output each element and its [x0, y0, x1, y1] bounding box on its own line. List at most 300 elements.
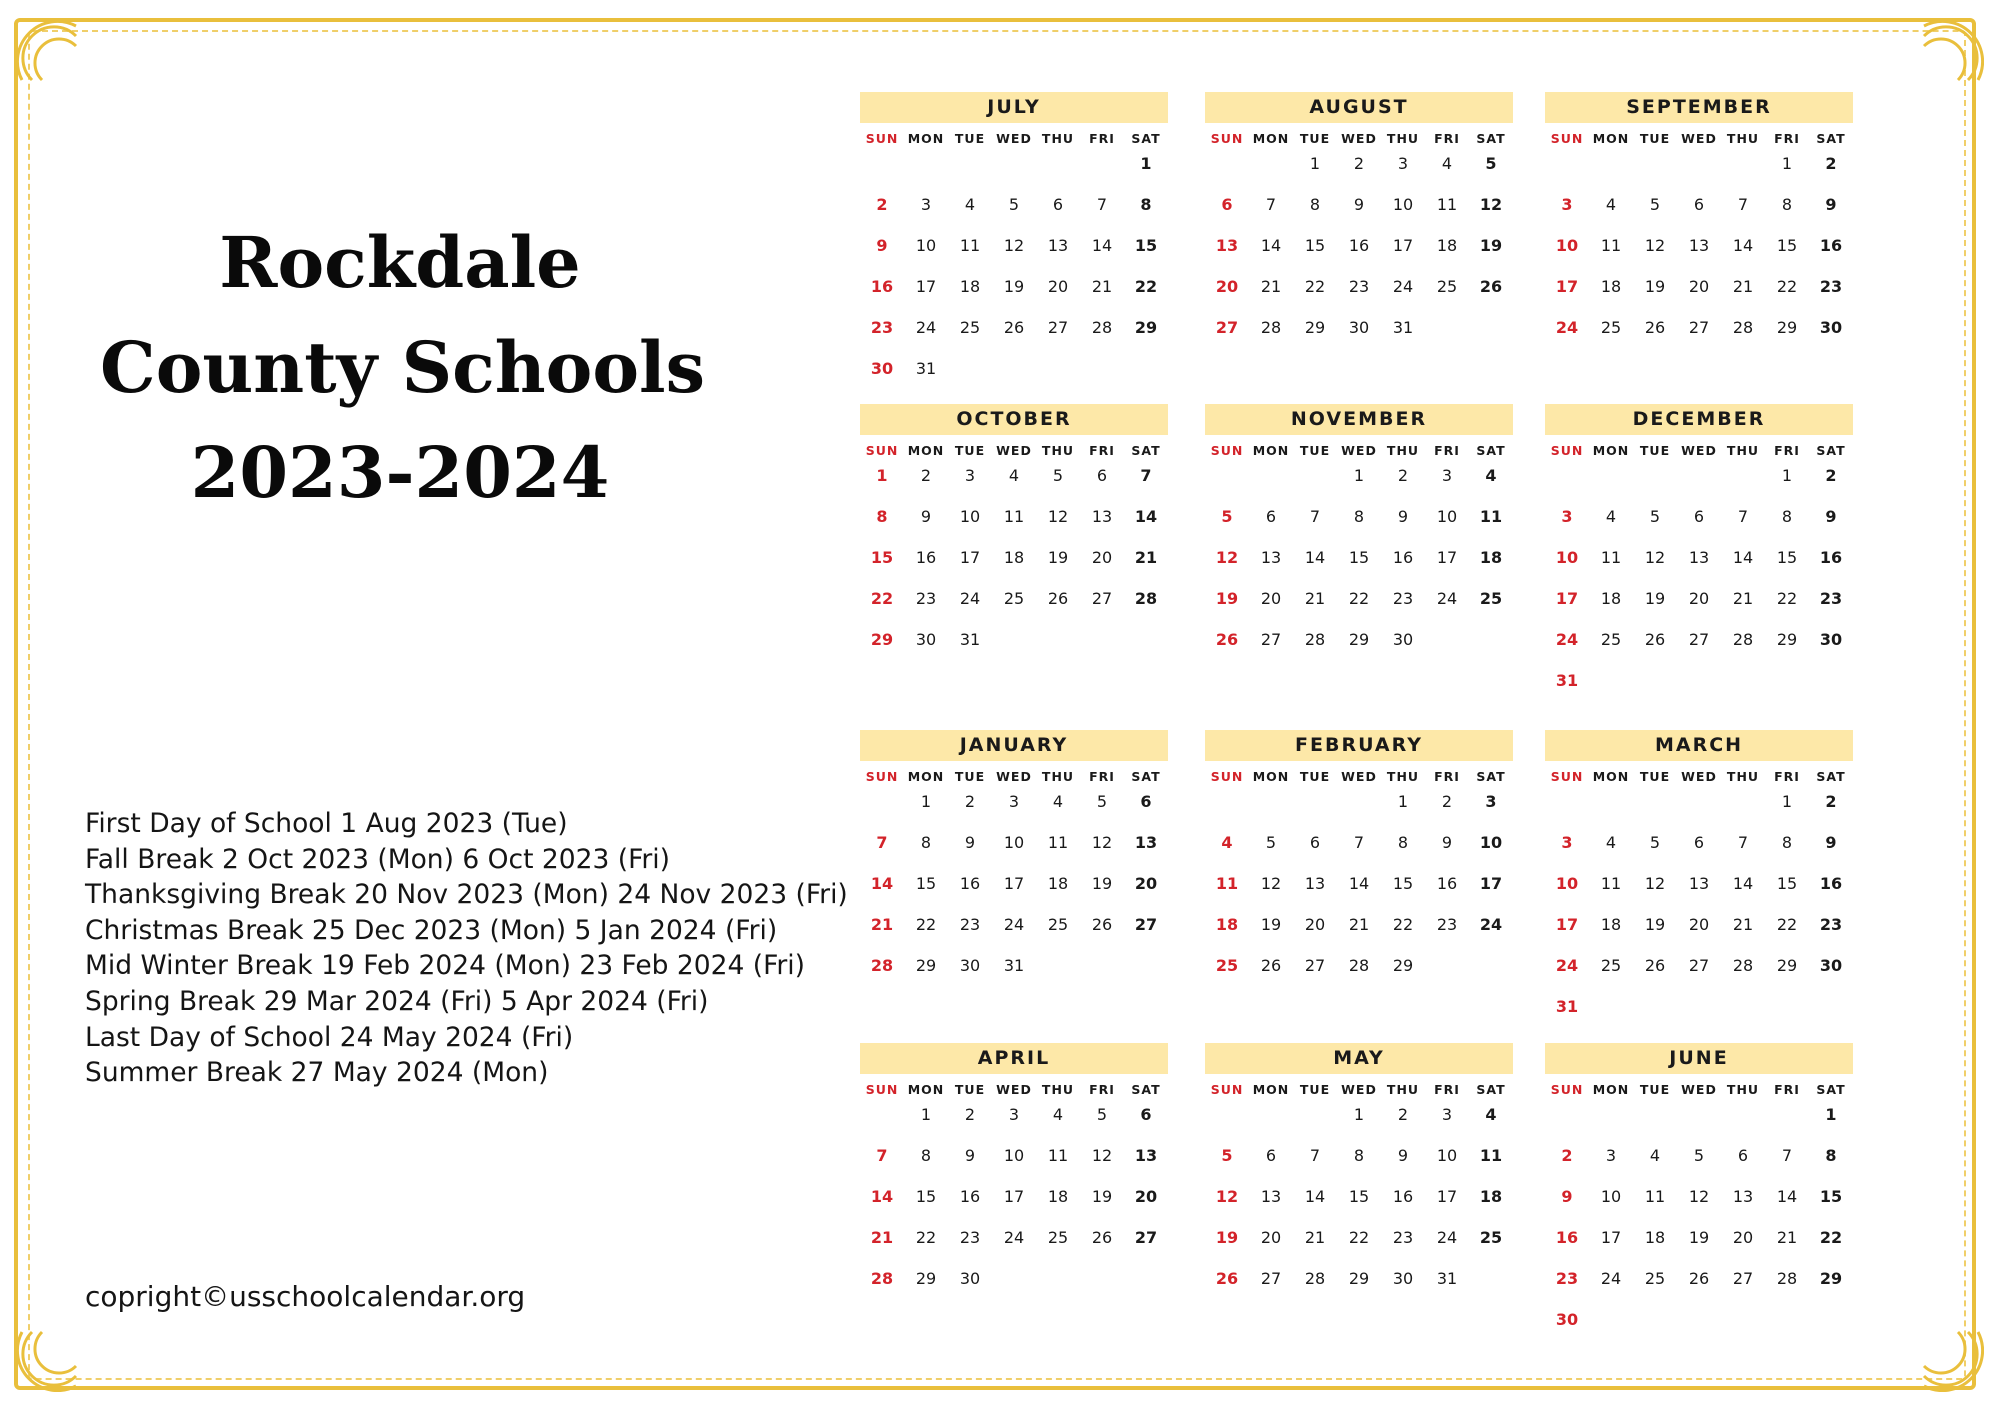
day-cell: 2	[964, 1105, 976, 1124]
day-cell: 26	[1215, 1269, 1239, 1288]
week-row	[1545, 1307, 1853, 1348]
day-cell: 9	[1561, 1187, 1573, 1206]
event-item: Last Day of School 24 May 2024 (Fri)	[85, 1021, 574, 1053]
day-cell: 14	[1091, 236, 1113, 255]
weekday-label: THU	[1041, 131, 1075, 146]
day-cell: 15	[1348, 548, 1370, 567]
week-row	[1545, 1266, 1853, 1307]
day-cell: 28	[1732, 956, 1754, 975]
day-cell: 5	[1052, 466, 1064, 485]
month-header: FEBRUARY	[1205, 730, 1513, 761]
day-cell: 7	[1781, 1146, 1793, 1165]
day-cell: 1	[1309, 154, 1321, 173]
corner-ornament-icon	[16, 1322, 86, 1392]
day-cell: 18	[1479, 548, 1503, 567]
day-cell: 14	[1732, 874, 1754, 893]
weekday-label: MON	[907, 131, 945, 146]
day-cell	[1633, 994, 1677, 1035]
day-cell: 18	[1047, 874, 1069, 893]
weekday-header-row	[860, 769, 1168, 789]
weekday-label: THU	[1726, 769, 1760, 784]
day-cell: 22	[1819, 1228, 1843, 1247]
week-row	[860, 912, 1168, 953]
day-cell: 30	[915, 630, 937, 649]
day-cell: 20	[1260, 589, 1282, 608]
day-cell: 19	[1091, 874, 1113, 893]
weekday-label: WED	[1341, 769, 1377, 784]
day-cell: 23	[915, 589, 937, 608]
day-cell: 19	[1644, 915, 1666, 934]
day-cell: 12	[1644, 236, 1666, 255]
day-cell: 13	[1047, 236, 1069, 255]
day-cell	[1721, 151, 1765, 192]
weekday-label: THU	[1041, 443, 1075, 458]
day-cell: 20	[1688, 277, 1710, 296]
week-row	[1205, 233, 1513, 274]
day-cell: 22	[1348, 1228, 1370, 1247]
weekday-label: FRI	[1089, 1082, 1115, 1097]
day-cell	[1633, 789, 1677, 830]
day-cell: 14	[1348, 874, 1370, 893]
day-cell	[1545, 1102, 1589, 1143]
day-cell: 6	[1693, 833, 1705, 852]
day-cell: 29	[1776, 318, 1798, 337]
weekday-label: MON	[1592, 131, 1630, 146]
day-cell: 7	[1309, 1146, 1321, 1165]
day-cell: 16	[1348, 236, 1370, 255]
day-cell: 25	[1215, 956, 1239, 975]
day-cell: 29	[1819, 1269, 1843, 1288]
week-row	[860, 274, 1168, 315]
weekday-label: SUN	[1210, 131, 1244, 146]
week-row	[1205, 463, 1513, 504]
day-cell	[1809, 668, 1853, 709]
day-cell: 3	[1561, 833, 1573, 852]
weekday-header-row	[1545, 769, 1853, 789]
day-cell: 28	[1732, 630, 1754, 649]
month-header: OCTOBER	[860, 404, 1168, 435]
day-cell	[1633, 1102, 1677, 1143]
day-cell: 16	[915, 548, 937, 567]
weekday-label: WED	[996, 769, 1032, 784]
month-header: SEPTEMBER	[1545, 92, 1853, 123]
week-row	[860, 315, 1168, 356]
day-cell	[1677, 994, 1721, 1035]
day-cell	[1469, 627, 1513, 668]
day-cell: 17	[1555, 277, 1579, 296]
day-cell: 9	[964, 833, 976, 852]
day-cell: 24	[915, 318, 937, 337]
day-cell: 1	[920, 1105, 932, 1124]
event-item: Christmas Break 25 Dec 2023 (Mon) 5 Jan 2024 (Fri)	[85, 914, 778, 946]
weekday-header-row	[1205, 1082, 1513, 1102]
day-cell: 21	[1260, 277, 1282, 296]
month-december	[1545, 404, 1853, 709]
week-row	[1545, 789, 1853, 830]
day-cell	[1080, 1266, 1124, 1307]
weekday-label: WED	[996, 443, 1032, 458]
weekday-label: FRI	[1774, 1082, 1800, 1097]
day-cell: 12	[1644, 874, 1666, 893]
weekday-label: MON	[1592, 443, 1630, 458]
weekday-label: THU	[1386, 1082, 1420, 1097]
day-cell	[1249, 1102, 1293, 1143]
day-cell: 8	[920, 833, 932, 852]
day-cell	[1589, 463, 1633, 504]
day-cell	[1337, 789, 1381, 830]
day-cell: 18	[959, 277, 981, 296]
day-cell: 25	[1479, 1228, 1503, 1247]
day-cell: 13	[1688, 548, 1710, 567]
day-cell: 29	[915, 956, 937, 975]
day-cell: 23	[959, 915, 981, 934]
day-cell: 13	[1134, 833, 1158, 852]
day-cell	[1677, 463, 1721, 504]
week-row	[1205, 151, 1513, 192]
day-cell: 25	[1644, 1269, 1666, 1288]
month-header: MAY	[1205, 1043, 1513, 1074]
day-cell	[1124, 953, 1168, 994]
day-cell	[1633, 668, 1677, 709]
weekday-label: THU	[1041, 769, 1075, 784]
day-cell: 9	[1825, 507, 1837, 526]
weekday-header-row	[1545, 131, 1853, 151]
day-cell	[1721, 789, 1765, 830]
day-cell: 12	[1215, 548, 1239, 567]
day-cell: 17	[1436, 548, 1458, 567]
day-cell: 4	[1485, 466, 1497, 485]
day-cell: 23	[870, 318, 894, 337]
event-item: Thanksgiving Break 20 Nov 2023 (Mon) 24 Nov 2023 (Fri)	[85, 879, 848, 911]
day-cell: 11	[1047, 1146, 1069, 1165]
day-cell: 31	[1003, 956, 1025, 975]
day-cell: 29	[915, 1269, 937, 1288]
day-cell: 18	[1600, 915, 1622, 934]
day-cell: 29	[1392, 956, 1414, 975]
day-cell	[1124, 627, 1168, 668]
day-cell: 23	[959, 1228, 981, 1247]
day-cell: 21	[1134, 548, 1158, 567]
day-cell: 23	[1436, 915, 1458, 934]
day-cell	[1124, 1266, 1168, 1307]
day-cell: 25	[1436, 277, 1458, 296]
day-cell	[992, 151, 1036, 192]
week-row	[860, 627, 1168, 668]
day-cell: 26	[1260, 956, 1282, 975]
week-row	[860, 586, 1168, 627]
day-cell: 22	[870, 589, 894, 608]
week-row	[1545, 192, 1853, 233]
weekday-label: THU	[1726, 131, 1760, 146]
weekday-label: SAT	[1131, 1082, 1161, 1097]
weekday-label: SUN	[1550, 769, 1584, 784]
day-cell: 17	[915, 277, 937, 296]
week-row	[1205, 504, 1513, 545]
day-cell: 6	[1140, 792, 1152, 811]
day-cell: 5	[1096, 792, 1108, 811]
day-cell: 10	[1555, 236, 1579, 255]
weekday-label: WED	[1341, 443, 1377, 458]
weekday-label: TUE	[954, 443, 986, 458]
month-header: DECEMBER	[1545, 404, 1853, 435]
day-cell: 8	[1781, 833, 1793, 852]
weekday-label: TUE	[1299, 769, 1331, 784]
day-cell: 20	[1134, 1187, 1158, 1206]
weekday-header-row	[860, 443, 1168, 463]
day-cell: 29	[1776, 630, 1798, 649]
day-cell: 15	[915, 1187, 937, 1206]
day-cell: 8	[1353, 1146, 1365, 1165]
day-cell: 17	[1003, 874, 1025, 893]
weekday-label: TUE	[954, 1082, 986, 1097]
corner-ornament-icon	[16, 20, 86, 90]
week-row	[860, 789, 1168, 830]
day-cell: 7	[1737, 195, 1749, 214]
weekday-label: MON	[1592, 769, 1630, 784]
weekday-label: THU	[1386, 443, 1420, 458]
weekday-header-row	[860, 1082, 1168, 1102]
weekday-label: WED	[1681, 131, 1717, 146]
weekday-label: FRI	[1774, 769, 1800, 784]
day-cell: 16	[959, 1187, 981, 1206]
weekday-label: FRI	[1434, 131, 1460, 146]
event-item: Mid Winter Break 19 Feb 2024 (Mon) 23 Feb 2024 (Fri)	[85, 950, 805, 982]
day-cell: 11	[1047, 833, 1069, 852]
weekday-label: SUN	[1210, 443, 1244, 458]
day-cell: 10	[1003, 833, 1025, 852]
day-cell: 16	[1392, 548, 1414, 567]
day-cell: 31	[1555, 671, 1579, 690]
day-cell: 8	[876, 507, 888, 526]
week-row	[1545, 586, 1853, 627]
day-cell: 26	[1644, 318, 1666, 337]
week-row	[860, 356, 1168, 397]
day-cell: 4	[1008, 466, 1020, 485]
week-row	[860, 1225, 1168, 1266]
weekday-label: FRI	[1089, 769, 1115, 784]
day-cell: 21	[1091, 277, 1113, 296]
day-cell: 30	[1819, 630, 1843, 649]
day-cell: 20	[1304, 915, 1326, 934]
week-row	[1205, 1225, 1513, 1266]
day-cell	[1036, 627, 1080, 668]
day-cell: 16	[959, 874, 981, 893]
day-cell	[1080, 627, 1124, 668]
day-cell	[1469, 953, 1513, 994]
day-cell: 10	[1555, 874, 1579, 893]
day-cell: 26	[1091, 915, 1113, 934]
day-cell	[1765, 1307, 1809, 1348]
copyright-notice: copright©usschoolcalendar.org	[85, 1280, 526, 1313]
day-cell: 23	[1819, 589, 1843, 608]
day-cell	[1249, 463, 1293, 504]
day-cell: 22	[1392, 915, 1414, 934]
day-cell: 6	[1265, 507, 1277, 526]
day-cell: 14	[1304, 1187, 1326, 1206]
event-item: Summer Break 27 May 2024 (Mon)	[85, 1057, 549, 1089]
week-row	[1545, 994, 1853, 1035]
day-cell: 3	[964, 466, 976, 485]
day-cell: 5	[1649, 507, 1661, 526]
day-cell: 4	[1221, 833, 1233, 852]
week-row	[860, 1102, 1168, 1143]
day-cell: 13	[1215, 236, 1239, 255]
month-header: JUNE	[1545, 1043, 1853, 1074]
day-cell: 12	[1215, 1187, 1239, 1206]
day-cell: 11	[1479, 1146, 1503, 1165]
day-cell: 19	[1215, 589, 1239, 608]
day-cell	[1721, 463, 1765, 504]
day-cell: 15	[1392, 874, 1414, 893]
day-cell: 2	[964, 792, 976, 811]
day-cell: 4	[1441, 154, 1453, 173]
day-cell: 13	[1688, 874, 1710, 893]
day-cell	[860, 789, 904, 830]
day-cell: 27	[1688, 630, 1710, 649]
event-item: Fall Break 2 Oct 2023 (Mon) 6 Oct 2023 (Fri)	[85, 843, 671, 875]
day-cell: 20	[1134, 874, 1158, 893]
day-cell: 6	[1265, 1146, 1277, 1165]
day-cell: 12	[1479, 195, 1503, 214]
day-cell: 29	[1134, 318, 1158, 337]
day-cell: 6	[1737, 1146, 1749, 1165]
day-cell: 6	[1693, 195, 1705, 214]
day-cell: 21	[1732, 589, 1754, 608]
day-cell: 2	[1397, 1105, 1409, 1124]
day-cell: 17	[1555, 589, 1579, 608]
day-cell: 30	[1819, 956, 1843, 975]
day-cell	[1425, 315, 1469, 356]
day-cell	[1677, 789, 1721, 830]
day-cell: 2	[1561, 1146, 1573, 1165]
day-cell: 17	[1600, 1228, 1622, 1247]
weekday-label: SAT	[1816, 1082, 1846, 1097]
day-cell: 12	[1644, 548, 1666, 567]
day-cell: 19	[1688, 1228, 1710, 1247]
day-cell: 16	[870, 277, 894, 296]
day-cell: 5	[1693, 1146, 1705, 1165]
day-cell: 5	[1008, 195, 1020, 214]
weekday-label: TUE	[954, 769, 986, 784]
weekday-header-row	[1545, 443, 1853, 463]
day-cell: 27	[1134, 915, 1158, 934]
weekday-header-row	[1205, 131, 1513, 151]
day-cell	[1589, 1102, 1633, 1143]
weekday-label: TUE	[1299, 1082, 1331, 1097]
day-cell: 19	[1644, 277, 1666, 296]
day-cell: 8	[920, 1146, 932, 1165]
day-cell: 24	[1003, 1228, 1025, 1247]
day-cell: 10	[1436, 507, 1458, 526]
week-row	[860, 463, 1168, 504]
weekday-label: SUN	[865, 131, 899, 146]
week-row	[1545, 912, 1853, 953]
day-cell: 12	[1688, 1187, 1710, 1206]
day-cell	[1080, 356, 1124, 397]
day-cell: 6	[1052, 195, 1064, 214]
day-cell: 16	[1436, 874, 1458, 893]
day-cell: 22	[915, 1228, 937, 1247]
day-cell: 16	[1555, 1228, 1579, 1247]
day-cell: 8	[1781, 507, 1793, 526]
day-cell	[1036, 151, 1080, 192]
day-cell: 24	[1555, 630, 1579, 649]
weekday-label: SAT	[1816, 131, 1846, 146]
day-cell: 15	[1134, 236, 1158, 255]
day-cell	[1545, 789, 1589, 830]
day-cell: 3	[1008, 1105, 1020, 1124]
day-cell: 22	[1776, 915, 1798, 934]
day-cell: 3	[1441, 466, 1453, 485]
day-cell: 5	[1649, 833, 1661, 852]
day-cell: 18	[1600, 589, 1622, 608]
day-cell: 22	[915, 915, 937, 934]
day-cell: 2	[1441, 792, 1453, 811]
day-cell: 14	[1732, 236, 1754, 255]
day-cell: 28	[1134, 589, 1158, 608]
day-cell: 30	[1392, 1269, 1414, 1288]
week-row	[1545, 1184, 1853, 1225]
day-cell: 11	[1436, 195, 1458, 214]
week-row	[1545, 830, 1853, 871]
day-cell: 3	[1561, 195, 1573, 214]
day-cell	[1249, 789, 1293, 830]
weekday-label: SUN	[1550, 443, 1584, 458]
day-cell	[1633, 1307, 1677, 1348]
week-row	[1205, 627, 1513, 668]
day-cell: 13	[1260, 1187, 1282, 1206]
day-cell: 26	[1688, 1269, 1710, 1288]
day-cell: 11	[1003, 507, 1025, 526]
weekday-label: TUE	[1639, 443, 1671, 458]
day-cell: 2	[920, 466, 932, 485]
day-cell: 4	[1605, 833, 1617, 852]
day-cell: 14	[1134, 507, 1158, 526]
day-cell: 4	[964, 195, 976, 214]
day-cell: 19	[1047, 548, 1069, 567]
day-cell: 27	[1732, 1269, 1754, 1288]
weekday-label: MON	[1252, 769, 1290, 784]
day-cell: 1	[1781, 792, 1793, 811]
day-cell: 6	[1309, 833, 1321, 852]
day-cell: 7	[1353, 833, 1365, 852]
month-header: MARCH	[1545, 730, 1853, 761]
day-cell: 2	[1397, 466, 1409, 485]
day-cell: 23	[1819, 915, 1843, 934]
day-cell: 22	[1776, 277, 1798, 296]
day-cell: 16	[1819, 236, 1843, 255]
weekday-label: SUN	[1550, 131, 1584, 146]
day-cell: 24	[1555, 318, 1579, 337]
day-cell: 20	[1688, 589, 1710, 608]
weekday-label: THU	[1386, 131, 1420, 146]
day-cell: 14	[1260, 236, 1282, 255]
day-cell: 11	[1600, 874, 1622, 893]
day-cell: 21	[870, 1228, 894, 1247]
day-cell: 31	[1392, 318, 1414, 337]
day-cell: 26	[1644, 630, 1666, 649]
day-cell: 10	[915, 236, 937, 255]
day-cell	[1721, 994, 1765, 1035]
day-cell: 30	[959, 1269, 981, 1288]
day-cell: 21	[1732, 277, 1754, 296]
month-header: NOVEMBER	[1205, 404, 1513, 435]
day-cell: 31	[959, 630, 981, 649]
day-cell	[1205, 151, 1249, 192]
day-cell: 27	[1134, 1228, 1158, 1247]
day-cell: 12	[1003, 236, 1025, 255]
month-february	[1205, 730, 1513, 994]
